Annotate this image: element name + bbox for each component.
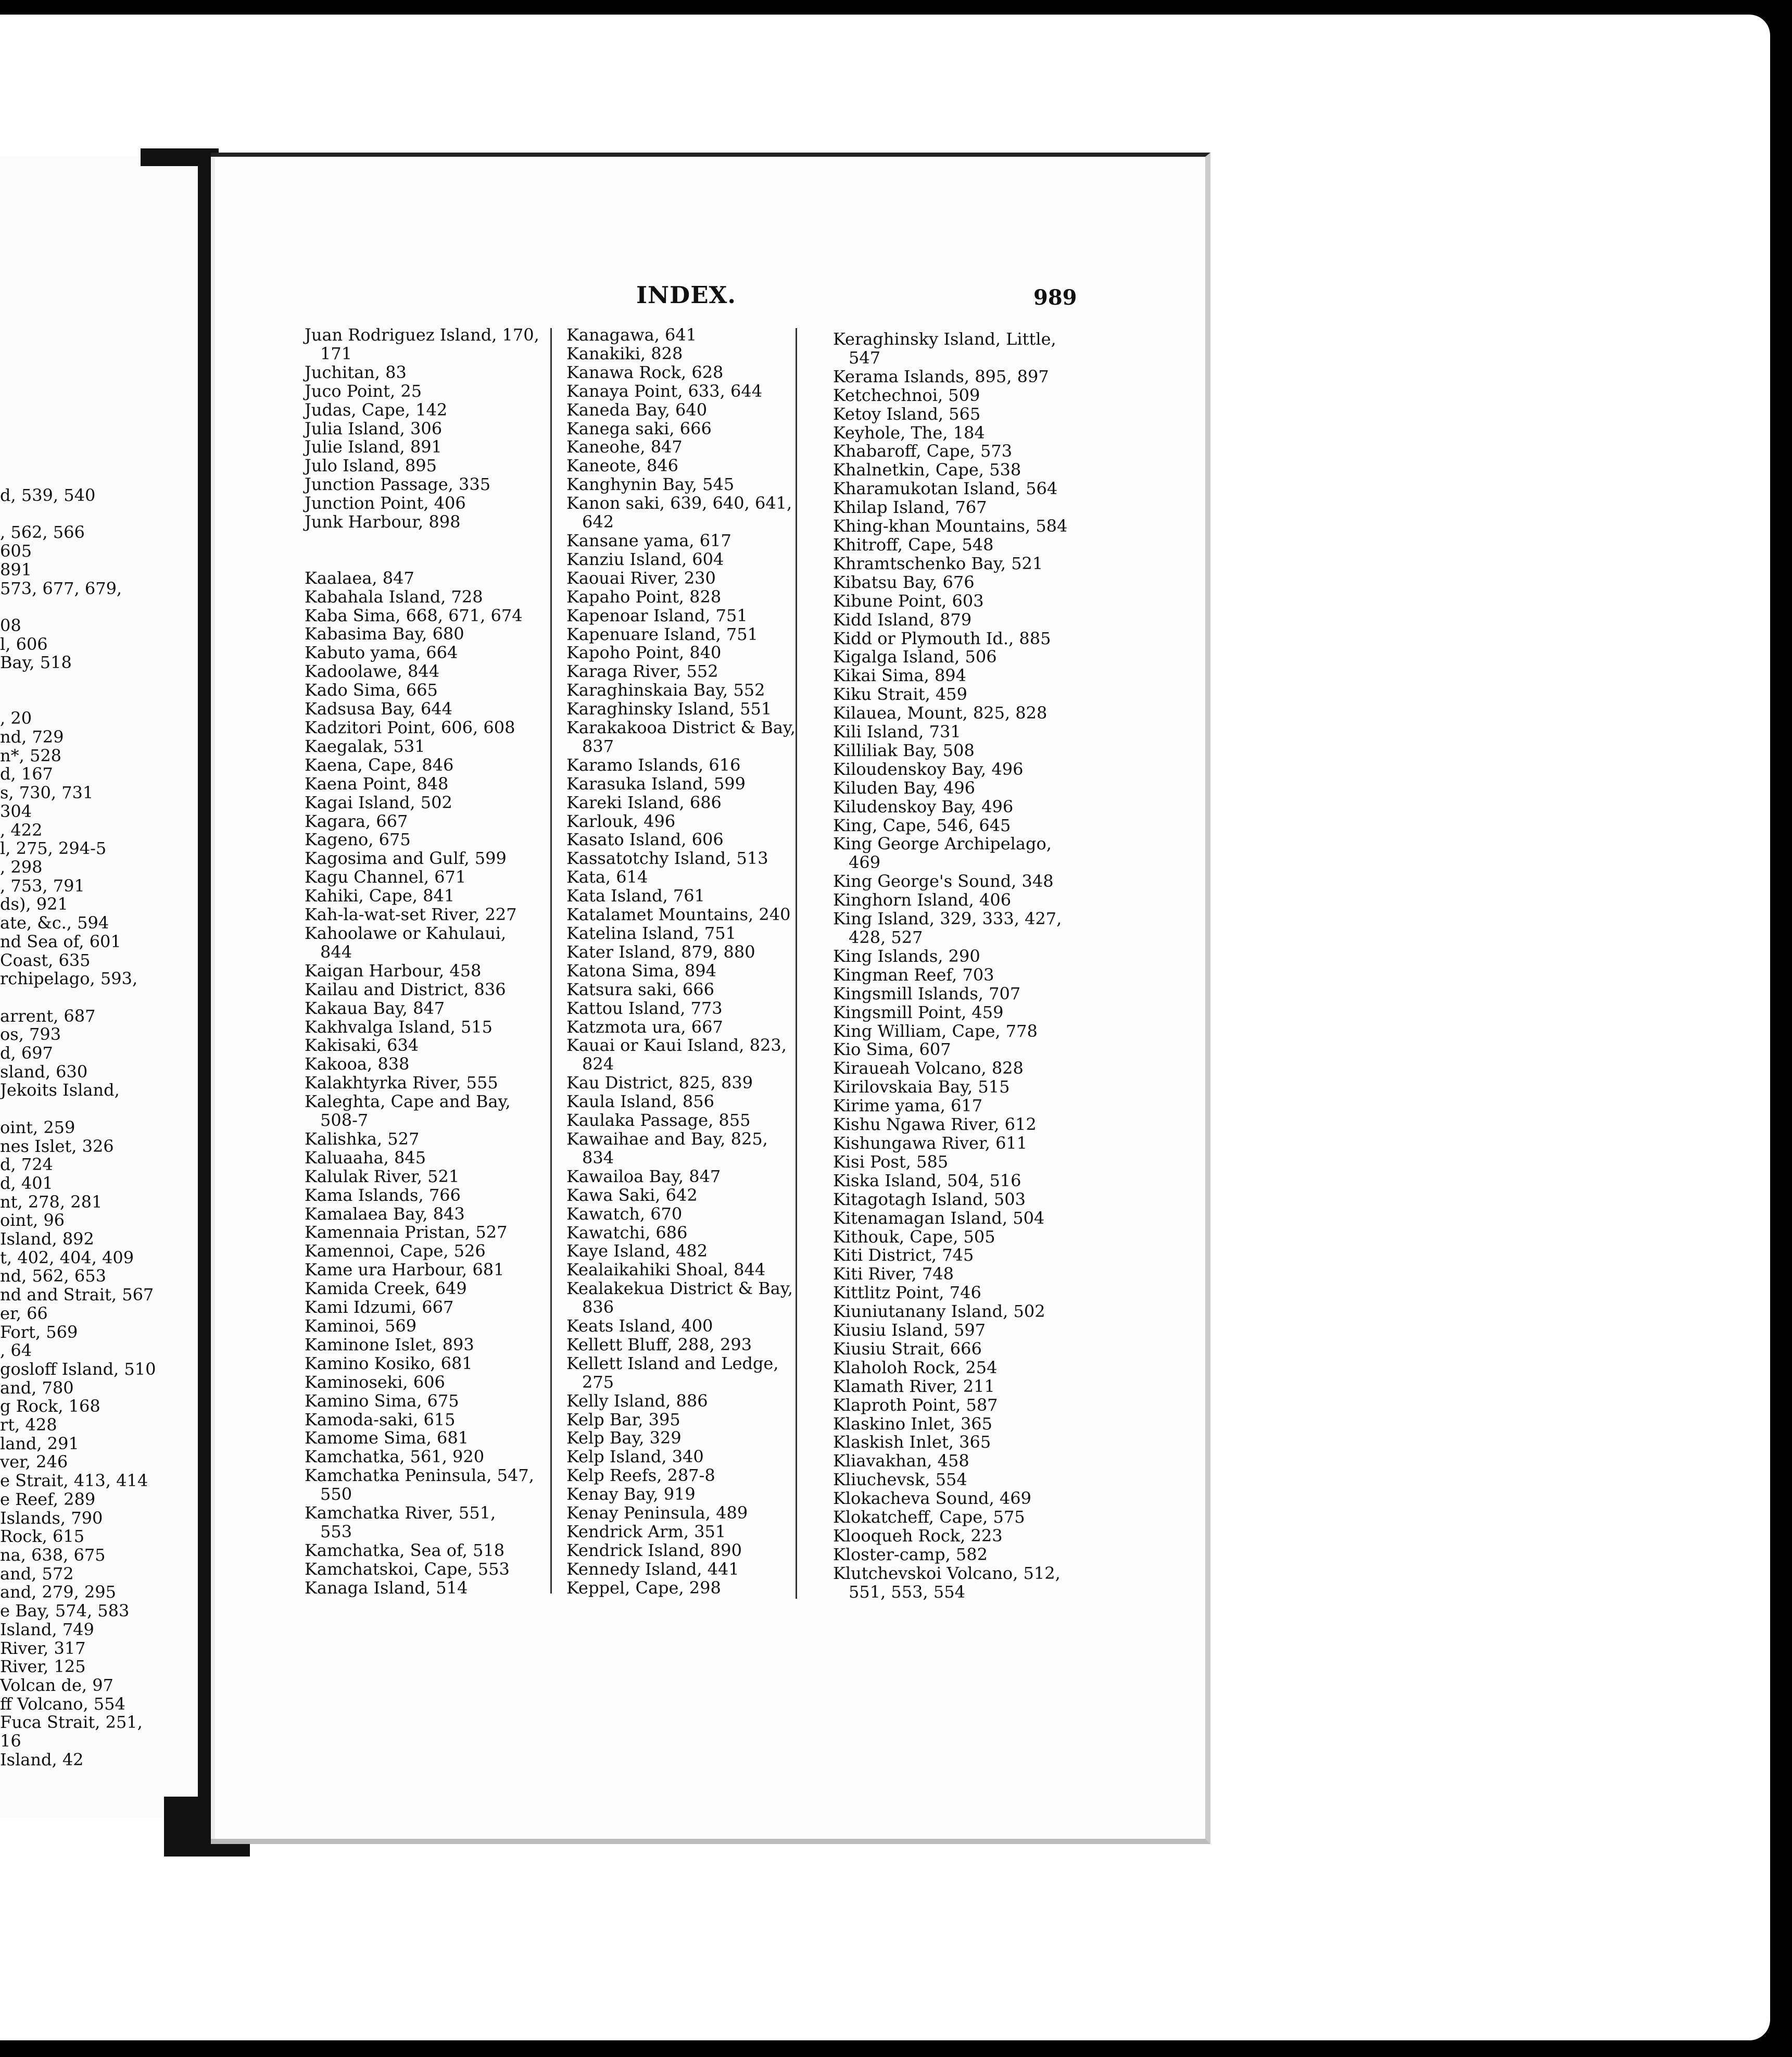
index-entry: Kadzitori Point, 606, 608	[305, 718, 515, 737]
index-entry: Kanagawa, 641	[566, 325, 697, 345]
index-entry: Junction Passage, 335	[305, 474, 491, 495]
left-page-line: ds), 921	[0, 894, 68, 914]
index-entry: Kanawa Rock, 628	[566, 362, 724, 382]
index-entry: Juco Point, 25	[305, 381, 422, 401]
left-page-line: and, 279, 295	[0, 1582, 117, 1602]
index-entry: Keats Island, 400	[566, 1316, 713, 1336]
index-entry: Kingman Reef, 703	[833, 964, 994, 985]
column-divider	[796, 328, 797, 1599]
index-entry: Kitagotagh Island, 503	[833, 1189, 1026, 1209]
left-page-line: 304	[0, 801, 32, 821]
index-entry: Kauai or Kaui Island, 823,	[566, 1035, 787, 1056]
index-entry: Kamino Sima, 675	[305, 1390, 459, 1411]
index-entry: Kibatsu Bay, 676	[833, 572, 975, 592]
left-page-line: , 422	[0, 820, 43, 840]
page-title: INDEX.	[636, 281, 737, 309]
index-entry: Klamath River, 211	[833, 1376, 995, 1396]
index-entry-continuation: 553	[320, 1521, 352, 1541]
index-entry: Kaouai River, 230	[566, 568, 716, 588]
index-entry: Kata Island, 761	[566, 886, 705, 906]
left-page-line: 891	[0, 559, 32, 580]
left-page-line: ver, 246	[0, 1452, 68, 1472]
index-entry: Kamome Sima, 681	[305, 1428, 469, 1448]
index-entry: Kamchatskoi, Cape, 553	[305, 1559, 510, 1579]
index-entry: Kingsmill Point, 459	[833, 1002, 1004, 1022]
index-entry: Khalnetkin, Cape, 538	[833, 460, 1021, 480]
index-entry: Kanaya Point, 633, 644	[566, 381, 763, 401]
index-entry: Kiluden Bay, 496	[833, 777, 976, 798]
left-page-line: , 562, 566	[0, 522, 85, 543]
index-column-2	[566, 326, 796, 1598]
left-page-line: , 298	[0, 857, 43, 877]
index-entry: Killiliak Bay, 508	[833, 740, 975, 760]
left-page-text	[0, 486, 208, 1769]
index-entry: Kharamukotan Island, 564	[833, 479, 1058, 499]
index-entry: Kasato Island, 606	[566, 830, 724, 850]
index-entry: Kendrick Island, 890	[566, 1540, 742, 1560]
index-entry: Khing-khan Mountains, 584	[833, 516, 1068, 536]
index-entry: Kelly Island, 886	[566, 1390, 708, 1411]
index-entry: Kanghynin Bay, 545	[566, 474, 735, 495]
left-page-line: arrent, 687	[0, 1006, 96, 1026]
left-page-line: rt, 428	[0, 1415, 57, 1435]
index-entry: Kikai Sima, 894	[833, 666, 967, 686]
left-page-line	[0, 988, 208, 1007]
index-column-3	[833, 330, 1067, 1602]
index-entry: Kirilovskaia Bay, 515	[833, 1077, 1010, 1097]
index-entry: Kanega saki, 666	[566, 418, 712, 438]
index-entry: Kerama Islands, 895, 897	[833, 366, 1049, 386]
index-entry: Kaula Island, 856	[566, 1092, 714, 1112]
index-entry: Kagosima and Gulf, 599	[305, 848, 507, 869]
index-entry: Kamennoi, Cape, 526	[305, 1241, 486, 1261]
left-page-line: Jekoits Island,	[0, 1080, 120, 1100]
index-entry: Kaneote, 846	[566, 456, 679, 476]
index-entry: Kami Idzumi, 667	[305, 1297, 454, 1318]
left-page-line: , 20	[0, 708, 32, 729]
index-entry: Klaskish Inlet, 365	[833, 1432, 991, 1452]
index-entry: Kaneohe, 847	[566, 437, 683, 457]
index-entry: King George's Sound, 348	[833, 871, 1054, 892]
index-entry-continuation: 275	[582, 1372, 614, 1392]
left-page-line: , 64	[0, 1340, 32, 1361]
left-page-line: d, 724	[0, 1155, 53, 1175]
left-page-line: Island, 42	[0, 1749, 84, 1770]
index-entry: Kawa Saki, 642	[566, 1185, 698, 1205]
index-entry: King, Cape, 546, 645	[833, 815, 1011, 835]
index-entry: Kawaihae and Bay, 825,	[566, 1128, 768, 1149]
index-entry: Karaghinsky Island, 551	[566, 699, 772, 719]
index-entry: Kamalaea Bay, 843	[305, 1203, 465, 1224]
index-entry: King Islands, 290	[833, 946, 980, 966]
index-entry: Kau District, 825, 839	[566, 1073, 753, 1093]
index-entry: Kiti District, 745	[833, 1245, 974, 1265]
index-entry: Kidd or Plymouth Id., 885	[833, 628, 1051, 648]
index-entry: Kawatchi, 686	[566, 1222, 688, 1243]
left-page-line: River, 317	[0, 1638, 86, 1658]
index-entry: Kiludenskoy Bay, 496	[833, 796, 1014, 817]
index-entry: Kaleghta, Cape and Bay,	[305, 1092, 511, 1112]
index-entry: Kah-la-wat-set River, 227	[305, 905, 517, 925]
index-entry: Kiti River, 748	[833, 1264, 954, 1284]
index-entry	[305, 550, 539, 569]
index-entry: Klaproth Point, 587	[833, 1395, 998, 1415]
index-entry: Kirime yama, 617	[833, 1096, 983, 1116]
left-page-fragment	[0, 156, 213, 1817]
left-page-line: l, 275, 294-5	[0, 838, 107, 859]
index-entry: Kellett Island and Ledge,	[566, 1353, 779, 1373]
index-entry: Kloster-camp, 582	[833, 1544, 988, 1564]
left-page-line: Coast, 635	[0, 950, 91, 970]
index-entry: Kaena Point, 848	[305, 773, 449, 794]
left-page-line	[0, 672, 208, 691]
index-entry: Kakhvalga Island, 515	[305, 1017, 493, 1037]
index-entry-continuation: 824	[582, 1054, 614, 1074]
index-entry: Kendrick Arm, 351	[566, 1522, 726, 1541]
index-entry: Kenay Peninsula, 489	[566, 1503, 748, 1523]
index-entry: Kigalga Island, 506	[833, 647, 997, 667]
index-entry: Keyhole, The, 184	[833, 422, 985, 443]
index-entry-continuation: 551, 553, 554	[849, 1582, 965, 1602]
index-entry: Kagara, 667	[305, 811, 408, 831]
left-page-line: and, 780	[0, 1377, 74, 1398]
index-entry: Karakakooa District & Bay,	[566, 718, 796, 738]
left-page-line: and, 572	[0, 1563, 74, 1584]
index-entry: Kapoho Point, 840	[566, 643, 722, 663]
left-page-line: 16	[0, 1731, 21, 1751]
index-entry: Ketoy Island, 565	[833, 404, 981, 424]
index-entry: Katelina Island, 751	[566, 923, 736, 943]
index-entry: Kansane yama, 617	[566, 530, 731, 550]
binding-spine	[198, 151, 212, 1817]
left-page-line: oint, 259	[0, 1117, 75, 1137]
index-entry: Kaalaea, 847	[305, 568, 414, 588]
index-entry-continuation: 844	[320, 942, 352, 962]
index-entry: Karamo Islands, 616	[566, 755, 741, 775]
left-page-line: er, 66	[0, 1303, 48, 1323]
index-entry: Kaye Island, 482	[566, 1241, 708, 1261]
index-entry: Kingsmill Islands, 707	[833, 983, 1021, 1004]
index-entry: Kanakiki, 828	[566, 343, 683, 363]
index-entry: Kilauea, Mount, 825, 828	[833, 703, 1048, 723]
left-page-line: oint, 96	[0, 1210, 65, 1231]
index-entry: Katzmota ura, 667	[566, 1017, 723, 1037]
index-entry: Kinghorn Island, 406	[833, 890, 1012, 910]
left-page-line: Rock, 615	[0, 1526, 85, 1547]
index-entry: Kaba Sima, 668, 671, 674	[305, 605, 523, 625]
left-page-line: os, 793	[0, 1024, 61, 1045]
index-entry: Juchitan, 83	[305, 362, 407, 382]
index-entry: Julo Island, 895	[305, 456, 437, 476]
left-page-line: Volcan de, 97	[0, 1675, 113, 1695]
index-entry: Khabaroff, Cape, 573	[833, 441, 1013, 461]
index-entry: Katona Sima, 894	[566, 960, 716, 981]
left-page-line: ate, &c., 594	[0, 913, 109, 933]
index-entry: Kamchatka, 561, 920	[305, 1447, 485, 1467]
left-page-line: sland, 630	[0, 1061, 88, 1082]
left-page-line: 08	[0, 615, 21, 635]
index-entry-continuation: 469	[849, 852, 881, 873]
index-entry: Kiloudenskoy Bay, 496	[833, 759, 1024, 779]
index-entry: Kittlitz Point, 746	[833, 1283, 981, 1303]
left-page-line: e Strait, 413, 414	[0, 1471, 148, 1491]
index-entry: Kamida Creek, 649	[305, 1278, 467, 1299]
index-entry: Kealakekua District & Bay,	[566, 1278, 793, 1299]
left-page-line: d, 697	[0, 1043, 53, 1063]
index-entry: Kadoolawe, 844	[305, 661, 440, 682]
index-entry: Kareki Island, 686	[566, 792, 722, 812]
index-entry: Karasuka Island, 599	[566, 773, 746, 794]
index-entry: Kanziu Island, 604	[566, 549, 724, 569]
index-entry: Kanaga Island, 514	[305, 1577, 468, 1598]
index-entry-continuation: 837	[582, 736, 614, 756]
index-entry: Kalakhtyrka River, 555	[305, 1073, 498, 1093]
index-entry: Kawailoa Bay, 847	[566, 1166, 721, 1186]
index-entry: Kawatch, 670	[566, 1203, 683, 1224]
index-entry: Kater Island, 879, 880	[566, 942, 755, 962]
index-entry-continuation: 428, 527	[849, 927, 923, 947]
index-entry: Kibune Point, 603	[833, 591, 984, 611]
index-entry: Kapenuare Island, 751	[566, 624, 758, 644]
index-entry: Kamchatka Peninsula, 547,	[305, 1465, 534, 1486]
index-entry: Kahoolawe or Kahulaui,	[305, 923, 507, 943]
index-entry: Karaghinskaia Bay, 552	[566, 680, 765, 700]
index-entry: Kenay Bay, 919	[566, 1484, 696, 1504]
index-entry: Kamoda-saki, 615	[305, 1409, 456, 1429]
index-entry: Kagai Island, 502	[305, 792, 452, 812]
index-entry: Kabuto yama, 664	[305, 643, 458, 663]
left-page-line	[0, 598, 208, 617]
index-entry-continuation: 836	[582, 1297, 614, 1318]
index-entry: Kageno, 675	[305, 830, 411, 850]
index-entry: Kame ura Harbour, 681	[305, 1260, 504, 1280]
left-page-line: Bay, 518	[0, 653, 72, 673]
index-entry: Kaigan Harbour, 458	[305, 960, 482, 981]
index-entry: Klaholoh Rock, 254	[833, 1357, 998, 1377]
left-page-line: 573, 677, 679,	[0, 578, 122, 598]
index-entry: Kamchatka, Sea of, 518	[305, 1540, 505, 1560]
left-page-line: nd and Strait, 567	[0, 1285, 154, 1305]
index-entry: Kishu Ngawa River, 612	[833, 1114, 1037, 1135]
left-page-line: na, 638, 675	[0, 1545, 106, 1565]
index-entry-continuation: 547	[849, 347, 881, 368]
index-entry-continuation: 171	[320, 343, 352, 363]
index-entry: Kagu Channel, 671	[305, 867, 466, 887]
index-entry-continuation: 642	[582, 512, 614, 532]
index-entry	[305, 532, 539, 550]
left-page-line	[0, 505, 208, 524]
index-entry: Katsura saki, 666	[566, 979, 714, 999]
index-column-1	[305, 326, 539, 1598]
index-entry: Ketchechnoi, 509	[833, 385, 980, 405]
index-entry: Klutchevskoi Volcano, 512,	[833, 1563, 1061, 1583]
left-page-line	[0, 1100, 208, 1119]
index-entry: Keppel, Cape, 298	[566, 1577, 721, 1598]
index-entry: Kelp Island, 340	[566, 1447, 704, 1467]
left-page-line: rchipelago, 593,	[0, 969, 138, 989]
left-page-line: land, 291	[0, 1433, 79, 1453]
index-entry: Kahiki, Cape, 841	[305, 886, 455, 906]
index-entry: Kama Islands, 766	[305, 1185, 461, 1205]
index-entry: Kaminoseki, 606	[305, 1372, 445, 1392]
index-entry: Kalulak River, 521	[305, 1166, 460, 1186]
index-entry: Kiraueah Volcano, 828	[833, 1058, 1024, 1078]
left-page-line: g Rock, 168	[0, 1396, 100, 1416]
index-entry: Klokatcheff, Cape, 575	[833, 1507, 1025, 1527]
index-entry: Kelp Bar, 395	[566, 1409, 680, 1429]
index-entry: Kliuchevsk, 554	[833, 1470, 967, 1490]
index-entry: Kithouk, Cape, 505	[833, 1226, 995, 1247]
left-page-line: d, 167	[0, 764, 53, 784]
index-entry: King Island, 329, 333, 427,	[833, 909, 1062, 929]
index-entry: Kiusiu Strait, 666	[833, 1338, 982, 1359]
index-entry: Kaulaka Passage, 855	[566, 1110, 751, 1131]
left-page-line: e Reef, 289	[0, 1489, 96, 1509]
index-entry: Kiusiu Island, 597	[833, 1320, 986, 1340]
index-entry: Khilap Island, 767	[833, 497, 987, 518]
index-entry: Kealaikahiki Shoal, 844	[566, 1260, 766, 1280]
index-entry: Kennedy Island, 441	[566, 1559, 739, 1579]
left-page-line: t, 402, 404, 409	[0, 1247, 134, 1268]
left-page-line: d, 401	[0, 1173, 53, 1193]
index-entry: Kelp Reefs, 287-8	[566, 1465, 715, 1486]
left-page-line: Islands, 790	[0, 1508, 103, 1528]
left-page-line: nes Islet, 326	[0, 1136, 114, 1156]
index-entry: Katalamet Mountains, 240	[566, 905, 791, 925]
index-entry: Kapenoar Island, 751	[566, 605, 748, 625]
left-page-line: Island, 749	[0, 1619, 94, 1639]
index-entry: Junk Harbour, 898	[305, 512, 461, 532]
index-entry: Kapaho Point, 828	[566, 586, 722, 607]
column-divider	[550, 328, 552, 1594]
index-entry: Kadsusa Bay, 644	[305, 699, 453, 719]
index-entry: Kaminone Islet, 893	[305, 1334, 474, 1354]
index-entry: Kitenamagan Island, 504	[833, 1208, 1045, 1228]
index-entry: Kanon saki, 639, 640, 641,	[566, 493, 792, 513]
index-entry: Kakisaki, 634	[305, 1035, 419, 1056]
index-entry: Kishungawa River, 611	[833, 1133, 1028, 1153]
index-entry: Kata, 614	[566, 867, 648, 887]
left-page-line: Island, 892	[0, 1229, 94, 1249]
index-entry: Kio Sima, 607	[833, 1039, 951, 1060]
index-entry: Kelp Bay, 329	[566, 1428, 682, 1448]
left-page-line: nt, 278, 281	[0, 1191, 103, 1212]
index-entry: Khramtschenko Bay, 521	[833, 553, 1043, 573]
index-entry: Khitroff, Cape, 548	[833, 534, 994, 555]
index-entry-continuation: 550	[320, 1484, 352, 1504]
index-entry: King George Archipelago,	[833, 834, 1052, 854]
index-entry: Kaneda Bay, 640	[566, 399, 708, 420]
left-page-line: Fuca Strait, 251,	[0, 1712, 143, 1733]
index-entry: Julie Island, 891	[305, 437, 442, 457]
left-page-line: n*, 528	[0, 745, 62, 766]
index-entry-continuation: 834	[582, 1147, 614, 1168]
index-entry: Kliavakhan, 458	[833, 1451, 969, 1471]
left-page-line: 605	[0, 541, 32, 561]
index-entry: Kellett Bluff, 288, 293	[566, 1334, 752, 1354]
left-page-line: gosloff Island, 510	[0, 1359, 156, 1379]
index-entry: Junction Point, 406	[305, 493, 466, 513]
left-page-line: l, 606	[0, 634, 48, 654]
index-entry: Kamennaia Pristan, 527	[305, 1222, 508, 1243]
index-entry: Klokacheva Sound, 469	[833, 1488, 1031, 1509]
index-entry: King William, Cape, 778	[833, 1021, 1038, 1041]
left-page-line: , 753, 791	[0, 875, 85, 896]
page-number: 989	[1033, 285, 1077, 310]
index-entry: Kabahala Island, 728	[305, 586, 483, 607]
left-page-line: River, 125	[0, 1657, 86, 1677]
left-page-line: s, 730, 731	[0, 783, 94, 803]
index-entry: Keraghinsky Island, Little,	[833, 329, 1056, 349]
index-entry: Kabasima Bay, 680	[305, 624, 464, 644]
index-entry: Kailau and District, 836	[305, 979, 506, 999]
left-page-line: nd Sea of, 601	[0, 931, 121, 951]
index-entry: Kalishka, 527	[305, 1128, 420, 1149]
index-entry: Kaegalak, 531	[305, 736, 425, 756]
index-entry: Karaga River, 552	[566, 661, 718, 682]
index-entry: Kassatotchy Island, 513	[566, 848, 768, 869]
index-entry: Kamchatka River, 551,	[305, 1503, 496, 1523]
index-entry: Klooqueh Rock, 223	[833, 1526, 1003, 1546]
left-page-line: nd, 729	[0, 727, 64, 747]
index-entry: Juan Rodriguez Island, 170,	[305, 325, 539, 345]
index-entry: Kiuniutanany Island, 502	[833, 1301, 1045, 1322]
index-entry: Kiku Strait, 459	[833, 684, 967, 705]
index-entry: Kattou Island, 773	[566, 998, 723, 1018]
index-entry: Kaena, Cape, 846	[305, 755, 454, 775]
index-entry: Kili Island, 731	[833, 722, 961, 742]
index-entry: Judas, Cape, 142	[305, 399, 448, 420]
index-entry: Kisi Post, 585	[833, 1151, 949, 1172]
index-entry: Kakaua Bay, 847	[305, 998, 445, 1018]
index-entry: Kakooa, 838	[305, 1054, 410, 1074]
index-entry: Kaminoi, 569	[305, 1316, 417, 1336]
index-entry: Klaskino Inlet, 365	[833, 1413, 993, 1434]
index-entry: Kado Sima, 665	[305, 680, 438, 700]
index-entry: Julia Island, 306	[305, 418, 443, 438]
index-entry: Kidd Island, 879	[833, 609, 972, 630]
left-page-line: d, 539, 540	[0, 486, 96, 505]
left-page-line: ff Volcano, 554	[0, 1694, 125, 1714]
index-entry: Kamino Kosiko, 681	[305, 1353, 473, 1373]
index-entry: Kiska Island, 504, 516	[833, 1170, 1021, 1190]
left-page-line	[0, 691, 208, 710]
index-entry-continuation: 508-7	[320, 1110, 369, 1131]
left-page-line: Fort, 569	[0, 1322, 78, 1342]
index-entry: Kaluaaha, 845	[305, 1147, 426, 1168]
left-page-line: nd, 562, 653	[0, 1266, 106, 1286]
left-page-line: e Bay, 574, 583	[0, 1601, 130, 1621]
index-entry: Karlouk, 496	[566, 811, 676, 831]
